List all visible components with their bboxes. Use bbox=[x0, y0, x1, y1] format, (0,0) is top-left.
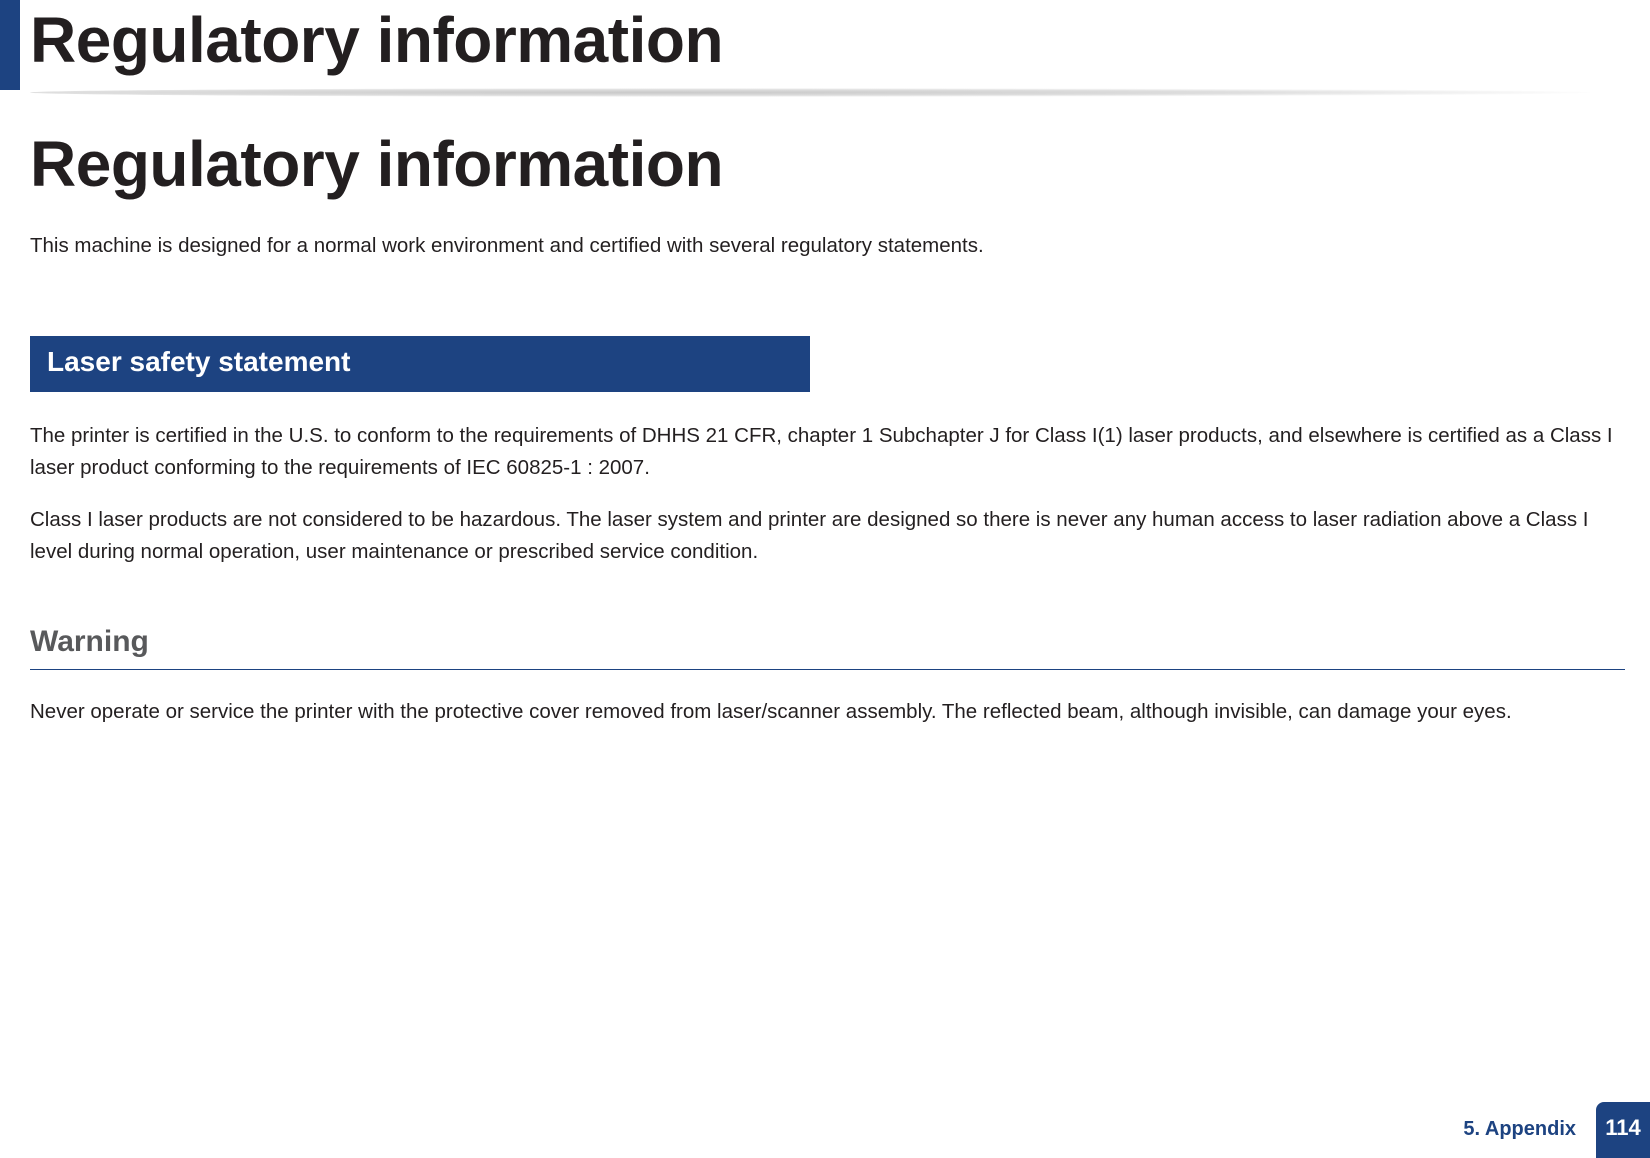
laser-paragraph-1: The printer is certified in the U.S. to conform to the requirements of DHHS 21 CFR, chapter 1 Subchapter J for Class I(1) laser products, and elsewhere is certified as a Class I laser product conforming to the requirements of IEC 60825-1 : 2007. bbox=[30, 424, 1613, 479]
header-divider bbox=[30, 88, 1590, 97]
page-number-badge: 114 bbox=[1596, 1102, 1650, 1158]
intro-paragraph: This machine is designed for a normal work environment and certified with several regulatory statements. bbox=[30, 234, 984, 257]
page-title: Regulatory information bbox=[30, 128, 724, 200]
warning-heading: Warning bbox=[30, 625, 149, 658]
footer-chapter-label: 5. Appendix bbox=[1463, 1118, 1576, 1140]
header-title: Regulatory information bbox=[30, 4, 724, 76]
warning-divider bbox=[30, 669, 1625, 670]
warning-text: Never operate or service the printer with the protective cover removed from laser/scanner assembly. The reflected beam, although invisible, can damage your eyes. bbox=[30, 700, 1512, 723]
section-title: Laser safety statement bbox=[47, 346, 351, 377]
header-accent-bar bbox=[0, 0, 20, 90]
laser-paragraph-2: Class I laser products are not considered to be hazardous. The laser system and printer are designed so there is never any human access to laser radiation above a Class I level during normal operation, user maintenance or prescribed service condition. bbox=[30, 508, 1589, 563]
section-banner bbox=[30, 336, 810, 392]
